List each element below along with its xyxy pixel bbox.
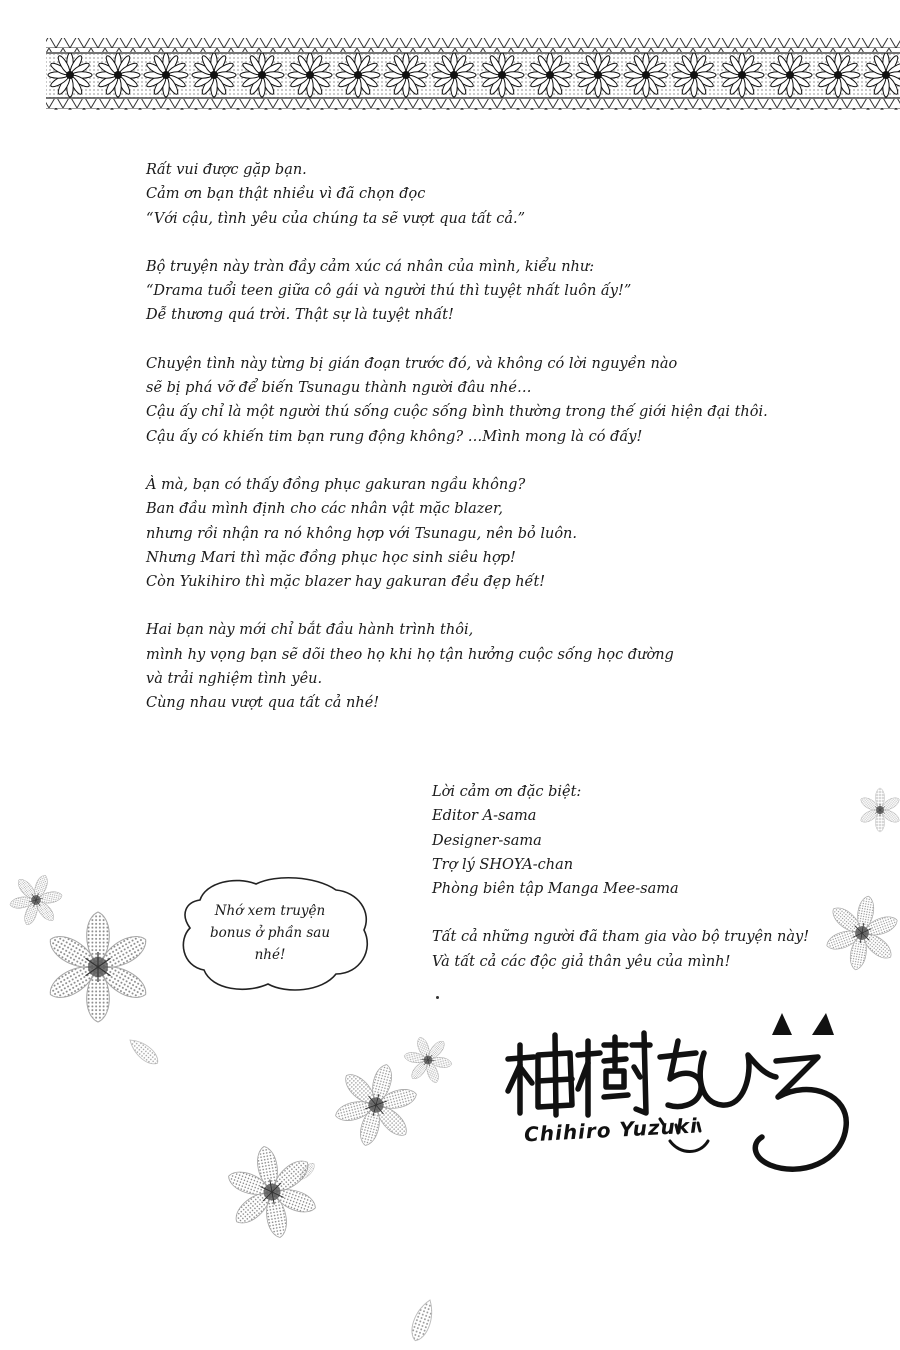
letter-line: Bộ truyện này tràn đầy cảm xúc cá nhân của mình, kiểu như: [146,258,595,275]
speech-bubble [176,870,376,1000]
thanks-heading: Lời cảm ơn đặc biệt: [432,784,582,800]
letter-line: và trải nghiệm tình yêu. [146,671,323,688]
bubble-text [176,900,364,966]
letter-line: Hai bạn này mới chỉ bắt đầu hành trình thôi, [146,622,474,639]
letter-line: nhưng rồi nhận ra nó không hợp với Tsunagu, nên bỏ luôn. [146,525,577,542]
letter-line: Nhưng Mari thì mặc đồng phục học sinh siêu hợp! [146,549,516,566]
thanks-name: Phòng biên tập Manga Mee-sama [432,881,679,898]
thanks-name: Designer-sama [432,832,542,849]
letter-line: “Với cậu, tình yêu của chúng ta sẽ vượt qua tất cả.” [146,210,526,227]
bubble-line: Nhớ xem truyện [214,903,326,919]
letter-line: Còn Yukihiro thì mặc blazer hay gakuran đều đẹp hết! [146,574,546,591]
letter-line: Rất vui được gặp bạn. [146,162,307,178]
signature-romaji: Chihiro Yuzuki [523,1113,699,1147]
letter-line: Ban đầu mình định cho các nhân vật mặc blazer, [146,501,503,518]
thanks-closing: Tất cả những người đã tham gia vào bộ truyện này! [432,929,810,946]
letter-line: sẽ bị phá vỡ để biến Tsunagu thành người đâu nhé… [146,380,532,397]
floral-border-icon [0,0,900,110]
paragraph [146,255,786,328]
letter-body [146,158,786,740]
paragraph [146,618,786,715]
thanks-closing: Và tất cả các độc giả thân yêu của mình! [432,953,731,970]
letter-line: À mà, bạn có thấy đồng phục gakuran ngầu không? [146,476,526,493]
bubble-line: bonus ở phần sau [209,925,331,941]
special-thanks [432,780,872,974]
letter-line: Cùng nhau vượt qua tất cả nhé! [146,695,380,712]
letter-line: Dễ thương quá trời. Thật sự là tuyệt nhất! [146,307,454,324]
letter-line: Chuyện tình này từng bị gián đoạn trước đó, và không có lời nguyền nào [146,355,678,372]
signature-icon [500,1005,860,1185]
paragraph [146,158,786,231]
thanks-name: Editor A-sama [432,808,537,825]
letter-line: mình hy vọng bạn sẽ dõi theo họ khi họ tận hưởng cuộc sống học đường [146,646,674,663]
paragraph [146,352,786,449]
letter-line: Cậu ấy chỉ là một người thú sống cuộc sống bình thường trong thế giới hiện đại thôi. [146,404,768,421]
thanks-name: Trợ lý SHOYA-chan [432,856,574,873]
letter-line: Cảm ơn bạn thật nhiều vì đã chọn đọc [146,186,426,203]
dot-mark [436,996,439,999]
letter-line: “Drama tuổi teen giữa cô gái và người thú thì tuyệt nhất luôn ấy!” [146,283,632,300]
letter-line: Cậu ấy có khiến tim bạn rung động không? …Mình mong là có đấy! [146,428,643,445]
bubble-line: nhé! [254,947,286,963]
paragraph [146,473,786,594]
